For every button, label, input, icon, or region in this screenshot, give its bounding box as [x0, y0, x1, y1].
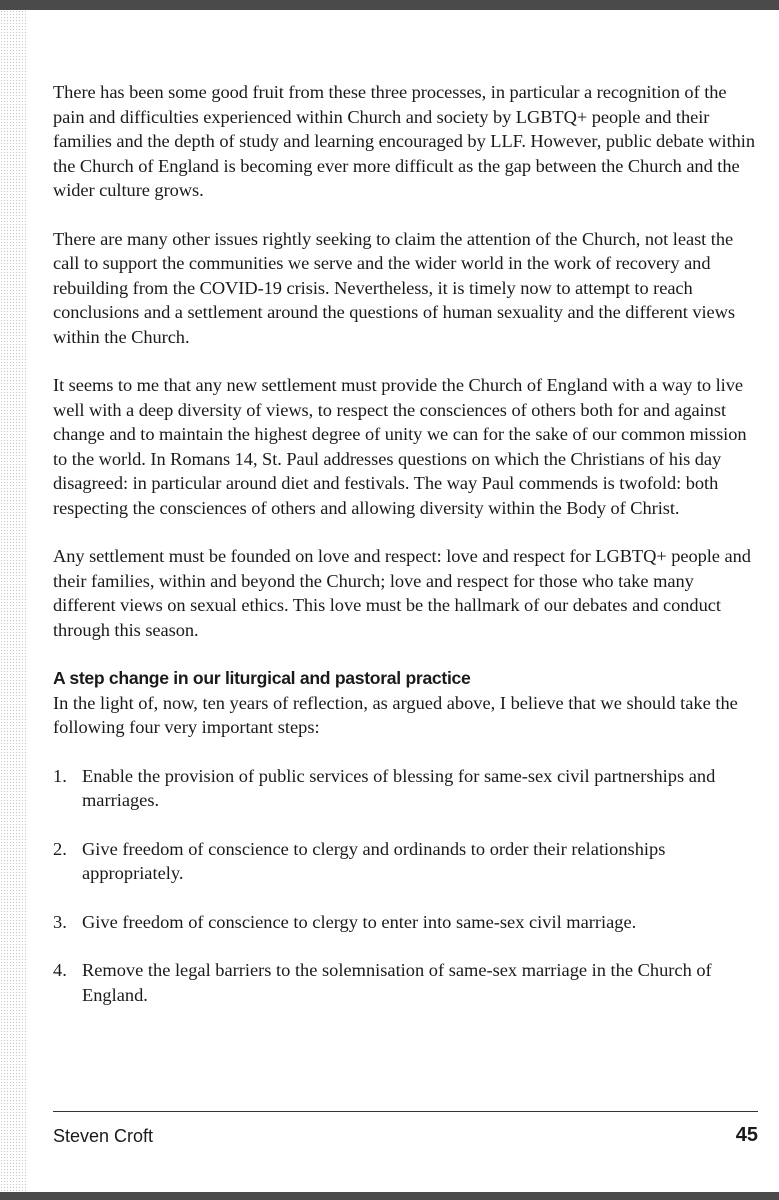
- footer-author: Steven Croft: [53, 1126, 154, 1146]
- step-number: 4.: [53, 960, 67, 980]
- step-number: 3.: [53, 911, 67, 932]
- step-text: Give freedom of conscience to clergy to enter into same-sex civil marriage.: [82, 911, 637, 932]
- list-item: [53, 910, 758, 935]
- scan-edge-texture: [0, 10, 26, 1192]
- step-text: Remove the legal barriers to the solemnisation of same-sex marriage in the Church of England.: [82, 960, 712, 1005]
- step-number: 1.: [53, 765, 67, 786]
- step-text: Give freedom of conscience to clergy and ordinands to order their relationships appropriately.: [82, 838, 666, 883]
- bottom-dark-border: [0, 1192, 779, 1200]
- page-number: 45: [735, 1124, 758, 1146]
- footer-divider: [53, 1111, 758, 1112]
- paragraph-2: There are many other issues rightly seeking to claim the attention of the Church, not least the call to support the communities we serve and the wider world in the work of recovery and rebuilding from the COVID-19 crisis. Nevertheless, it is timely now to attempt to reach conclusions and a settlement around the questions of human sexuality and the different views within the Church.: [53, 228, 735, 347]
- steps-list: [53, 764, 758, 1008]
- paragraph-1: There has been some good fruit from these three processes, in particular a recognition of the pain and difficulties experienced within Church and society by LGBTQ+ people and their families and the depth of study and learning encouraged by LLF. However, public debate within the Church of England is becoming ever more difficult as the gap between the Church and the wider culture grows.: [53, 82, 755, 200]
- step-text: Enable the provision of public services of blessing for same-sex civil partnerships and marriages.: [82, 765, 716, 810]
- document-page: [53, 80, 758, 1031]
- top-dark-border: [0, 0, 779, 10]
- list-item: [53, 958, 758, 1007]
- paragraph-4: Any settlement must be founded on love and respect: love and respect for LGBTQ+ people and their families, within and beyond the Church; love and respect for those who take many different views on sexual ethics. This love must be the hallmark of our debates and conduct through this season.: [53, 546, 751, 640]
- paragraph-3: It seems to me that any new settlement must provide the Church of England with a way to live well with a deep diversity of views, to respect the consciences of others both for and against change and to maintain the highest degree of unity we can for the sake of our common mission to the world. In Romans 14, St. Paul addresses questions on which the Christians of his day disagreed: in particular around diet and festivals. The way Paul commends is twofold: both respecting the consciences of others and allowing diversity within the Body of Christ.: [53, 375, 747, 518]
- step-number: 2.: [53, 838, 67, 859]
- section-heading: A step change in our liturgical and pastoral practice: [53, 668, 471, 688]
- list-item: [53, 764, 758, 813]
- list-item: [53, 837, 758, 886]
- section-intro: In the light of, now, ten years of reflection, as argued above, I believe that we should take the following four very important steps:: [53, 692, 738, 737]
